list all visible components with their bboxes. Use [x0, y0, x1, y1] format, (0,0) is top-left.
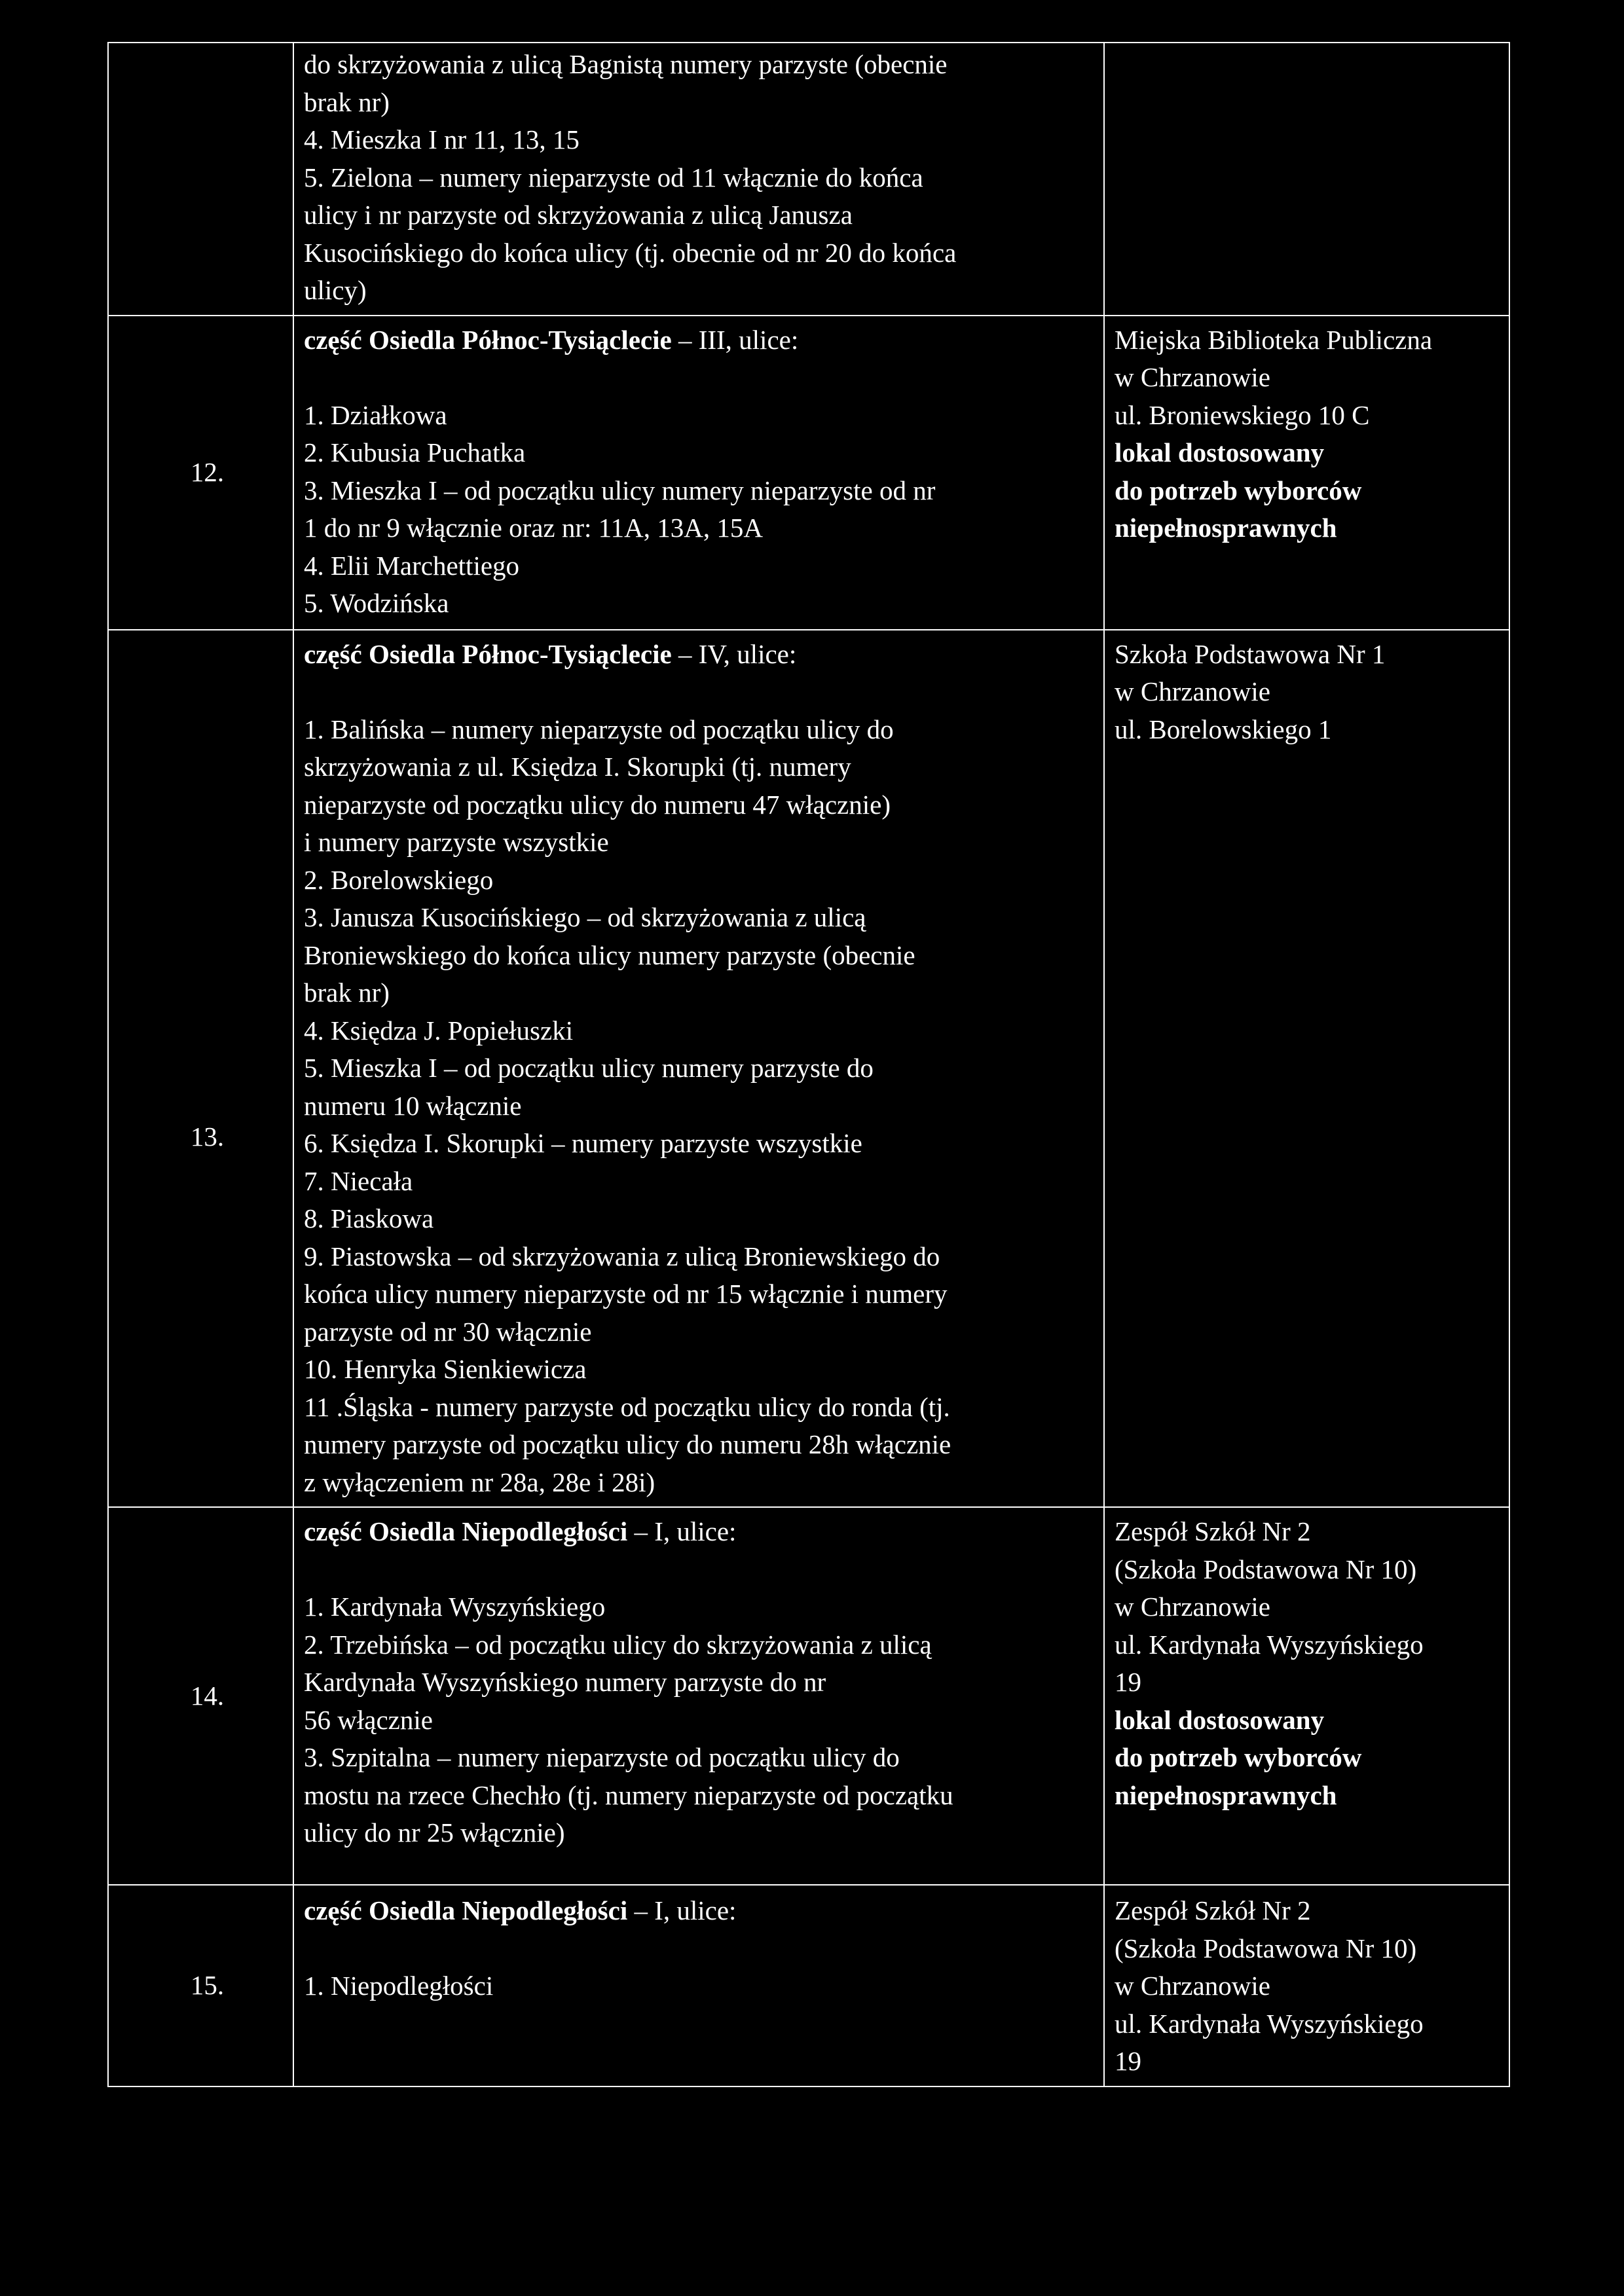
district-number-cell — [108, 1885, 293, 2086]
street-line: 7. Niecała — [304, 1165, 413, 1196]
street-line: Kusocińskiego do końca ulicy (tj. obecnie od nr 20 do końca — [304, 237, 957, 268]
street-line: i numery parzyste wszystkie — [304, 827, 609, 857]
polling-station-cell — [1104, 1507, 1509, 1885]
street-line: 1. Kardynała Wyszyńskiego — [304, 1592, 606, 1622]
location-line: ul. Borelowskiego 1 — [1115, 714, 1332, 744]
table-row — [108, 1507, 1509, 1885]
street-line: końca ulicy numery nieparzyste od nr 15 włącznie i numery — [304, 1279, 948, 1309]
streets-cell — [293, 630, 1104, 1508]
header-name: Osiedla Niepodległości — [369, 1516, 628, 1546]
accessibility-note: do potrzeb wyborców — [1115, 1742, 1362, 1772]
header-suffix: – IV, ulice: — [671, 638, 797, 669]
street-line: ulicy do nr 25 włącznie) — [304, 1817, 565, 1848]
location-line: (Szkoła Podstawowa Nr 10) — [1115, 1554, 1417, 1584]
accessibility-note: do potrzeb wyborców — [1115, 475, 1362, 505]
street-line: 5. Zielona – numery nieparzyste od 11 włącznie do końca — [304, 162, 923, 192]
street-line: 1. Balińska – numery nieparzyste od początku ulicy do — [304, 714, 894, 744]
street-line: 2. Trzebińska – od początku ulicy do skrzyżowania z ulicą — [304, 1629, 932, 1660]
location-line: Zespół Szkół Nr 2 — [1115, 1895, 1311, 1925]
table-row — [108, 630, 1509, 1508]
street-line: brak nr) — [304, 86, 390, 117]
location-line: w Chrzanowie — [1115, 676, 1270, 706]
street-line: 3. Janusza Kusocińskiego – od skrzyżowania z ulicą — [304, 902, 866, 932]
street-line: 8. Piaskowa — [304, 1203, 434, 1233]
street-line: 56 włącznie — [304, 1704, 433, 1735]
district-header — [304, 1892, 1098, 1930]
location-line: w Chrzanowie — [1115, 1592, 1270, 1622]
street-line: 4. Księdza J. Popiełuszki — [304, 1015, 574, 1046]
street-line: z wyłączeniem nr 28a, 28e i 28i) — [304, 1467, 655, 1497]
header-name: Osiedla Północ-Tysiąclecie — [369, 324, 672, 355]
location-line: w Chrzanowie — [1115, 1971, 1270, 2001]
district-number-cell — [108, 316, 293, 630]
header-prefix: część — [304, 638, 369, 669]
header-prefix: część — [304, 1516, 369, 1546]
accessibility-note: lokal dostosowany — [1115, 437, 1325, 467]
streets-cell — [293, 316, 1104, 630]
street-line: 6. Księdza I. Skorupki – numery parzyste wszystkie — [304, 1128, 862, 1158]
street-line: 10. Henryka Sienkiewicza — [304, 1354, 587, 1384]
district-number-cell — [108, 630, 293, 1508]
accessibility-note: lokal dostosowany — [1115, 1704, 1325, 1735]
district-header — [304, 636, 1098, 674]
street-line: 1. Działkowa — [304, 399, 447, 430]
street-line: 2. Kubusia Puchatka — [304, 437, 526, 467]
district-number-cell — [108, 1507, 293, 1885]
accessibility-note: niepełnosprawnych — [1115, 1779, 1337, 1810]
header-prefix: część — [304, 324, 369, 355]
street-line: skrzyżowania z ul. Księdza I. Skorupki (tj. numery — [304, 752, 851, 782]
location-line: 19 — [1115, 1667, 1141, 1697]
districts-table — [107, 42, 1510, 2087]
street-line: numeru 10 włącznie — [304, 1090, 522, 1121]
street-line: 1 do nr 9 włącznie oraz nr: 11A, 13A, 15A — [304, 513, 763, 543]
street-line: parzyste od nr 30 włącznie — [304, 1316, 592, 1347]
polling-station-cell — [1104, 316, 1509, 630]
location-line: ul. Kardynała Wyszyńskiego — [1115, 1629, 1424, 1660]
location-line: (Szkoła Podstawowa Nr 10) — [1115, 1933, 1417, 1963]
header-prefix: część — [304, 1895, 369, 1925]
street-line: 9. Piastowska – od skrzyżowania z ulicą Broniewskiego do — [304, 1241, 940, 1271]
header-suffix: – III, ulice: — [671, 324, 799, 355]
street-line: 4. Mieszka I nr 11, 13, 15 — [304, 124, 580, 155]
street-line: 2. Borelowskiego — [304, 864, 494, 895]
district-number: 15. — [190, 1970, 225, 2000]
location-line: w Chrzanowie — [1115, 362, 1270, 392]
district-number: 13. — [190, 1121, 225, 1152]
street-line: ulicy) — [304, 275, 367, 305]
polling-station-cell — [1104, 630, 1509, 1508]
location-line: Miejska Biblioteka Publiczna — [1115, 324, 1433, 355]
streets-cell — [293, 43, 1104, 316]
streets-cell — [293, 1507, 1104, 1885]
street-line: mostu na rzece Chechło (tj. numery nieparzyste od początku — [304, 1779, 953, 1810]
district-number: 14. — [190, 1680, 225, 1711]
street-line: 3. Mieszka I – od początku ulicy numery nieparzyste od nr — [304, 475, 936, 505]
street-line: 11 .Śląska - numery parzyste od początku ulicy do ronda (tj. — [304, 1391, 950, 1422]
street-line: Broniewskiego do końca ulicy numery parzyste (obecnie — [304, 939, 915, 970]
street-line: do skrzyżowania z ulicą Bagnistą numery parzyste (obecnie — [304, 49, 948, 79]
table-row — [108, 43, 1509, 316]
location-line: Szkoła Podstawowa Nr 1 — [1115, 638, 1386, 669]
district-header — [304, 321, 1098, 359]
location-line: Zespół Szkół Nr 2 — [1115, 1516, 1311, 1546]
polling-station-cell — [1104, 43, 1509, 316]
location-line: ul. Kardynała Wyszyńskiego — [1115, 2008, 1424, 2039]
street-line: ulicy i nr parzyste od skrzyżowania z ulicą Janusza — [304, 200, 853, 230]
street-line: brak nr) — [304, 977, 390, 1008]
accessibility-note: niepełnosprawnych — [1115, 513, 1337, 543]
street-line: 1. Niepodległości — [304, 1971, 494, 2001]
street-line: 5. Wodzińska — [304, 588, 449, 618]
street-line: nieparzyste od początku ulicy do numeru 47 włącznie) — [304, 789, 891, 820]
header-suffix: – I, ulice: — [627, 1895, 737, 1925]
header-name: Osiedla Północ-Tysiąclecie — [369, 638, 672, 669]
street-line: 4. Elii Marchettiego — [304, 550, 520, 581]
district-number-cell — [108, 43, 293, 316]
street-line: 5. Mieszka I – od początku ulicy numery parzyste do — [304, 1053, 874, 1083]
header-name: Osiedla Niepodległości — [369, 1895, 628, 1925]
street-line: 3. Szpitalna – numery nieparzyste od początku ulicy do — [304, 1742, 900, 1772]
district-number: 12. — [190, 456, 225, 487]
table-row — [108, 1885, 1509, 2086]
location-line: ul. Broniewskiego 10 C — [1115, 399, 1370, 430]
table-row — [108, 316, 1509, 630]
street-line: Kardynała Wyszyńskiego numery parzyste do nr — [304, 1667, 826, 1697]
header-suffix: – I, ulice: — [627, 1516, 737, 1546]
polling-station-cell — [1104, 1885, 1509, 2086]
location-line: 19 — [1115, 2046, 1141, 2076]
streets-cell — [293, 1885, 1104, 2086]
district-header — [304, 1513, 1098, 1551]
street-line: numery parzyste od początku ulicy do numeru 28h włącznie — [304, 1429, 951, 1459]
